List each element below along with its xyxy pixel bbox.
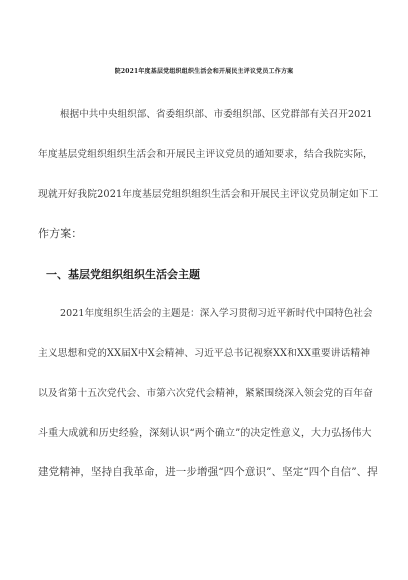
body-line: 主义思想和党的XX届X中X会精神、习近平总书记视察XX和XX重要讲话精神	[38, 348, 371, 359]
body-line: 建党精神，坚持自我革命，进一步增强“四个意识”、坚定“四个自信”、捍	[38, 466, 378, 478]
body-line: 2021年度组织生活会的主题是：深入学习贯彻习近平新时代中国特色社会	[60, 308, 373, 319]
intro-line: 作方案：	[38, 227, 83, 240]
intro-line: 现就开好我院2021年度基层党组织组织生活会和开展民主评议党员制定如下工	[38, 189, 379, 200]
intro-line: 年度基层党组织组织生活会和开展民主评议党员的通知要求，结合我院实际，	[38, 149, 373, 160]
document-title: 院2021年度基层党组织组织生活会和开展民主评议党员工作方案	[114, 68, 294, 75]
body-line: 以及省第十五次党代会、市第六次党代会精神，紧紧围绕深入领会党的百年奋	[38, 388, 373, 399]
section-heading: 一、基层党组织组织生活会主题	[46, 268, 200, 281]
body-line: 斗重大成就和历史经验，深刻认识“两个确立”的决定性意义，大力弘扬伟大	[38, 428, 372, 439]
intro-line: 根据中共中央组织部、省委组织部、市委组织部、区党群部有关召开2021	[60, 109, 373, 120]
